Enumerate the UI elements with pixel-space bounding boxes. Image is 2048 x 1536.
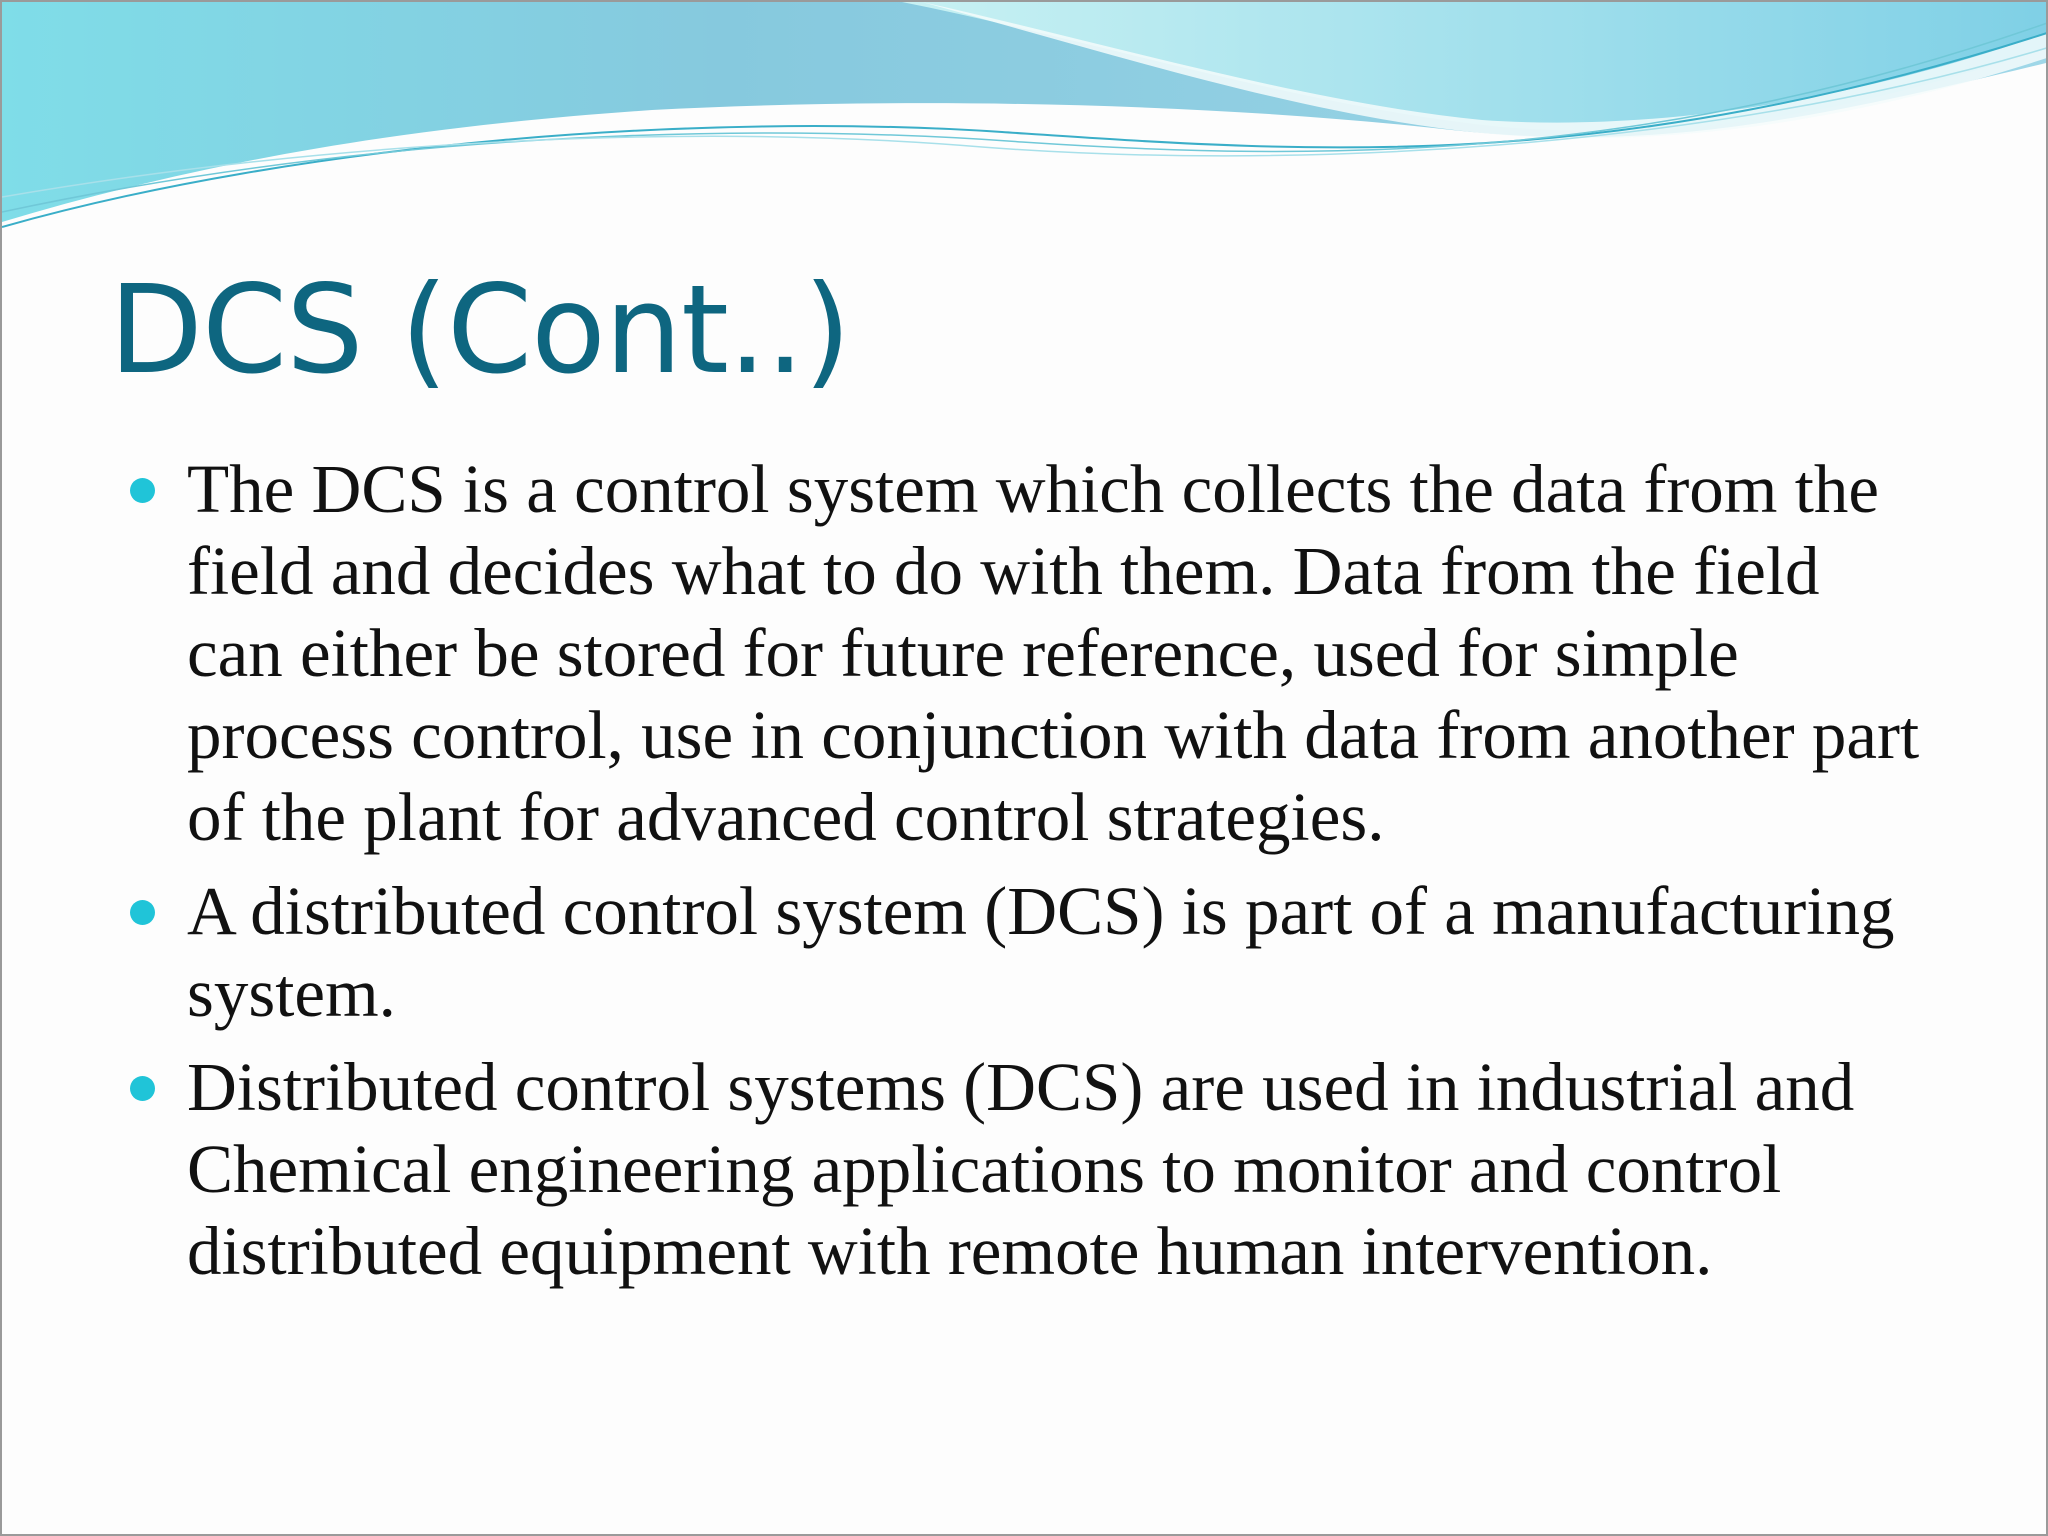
bullet-dot-icon xyxy=(130,1076,155,1101)
bullet-item xyxy=(130,448,1930,858)
bullet-item xyxy=(130,870,1930,1034)
bullet-text: The DCS is a control system which collects the data from the field and decides what to do with them. Data from the field can either be stored for future reference, used for simple process control, use in conjunction with data from another part of the plant for advanced control strategies. xyxy=(187,451,1920,855)
header-wave-decoration xyxy=(2,2,2048,242)
bullet-text: A distributed control system (DCS) is part of a manufacturing system. xyxy=(187,873,1895,1031)
bullet-item xyxy=(130,1046,1930,1292)
bullet-text: Distributed control systems (DCS) are used in industrial and Chemical engineering applications to monitor and control distributed equipment with remote human intervention. xyxy=(187,1049,1855,1289)
bullet-dot-icon xyxy=(130,478,155,503)
slide-title: DCS (Cont..) xyxy=(109,259,851,401)
bullet-dot-icon xyxy=(130,900,155,925)
bullet-list xyxy=(130,448,1930,1304)
